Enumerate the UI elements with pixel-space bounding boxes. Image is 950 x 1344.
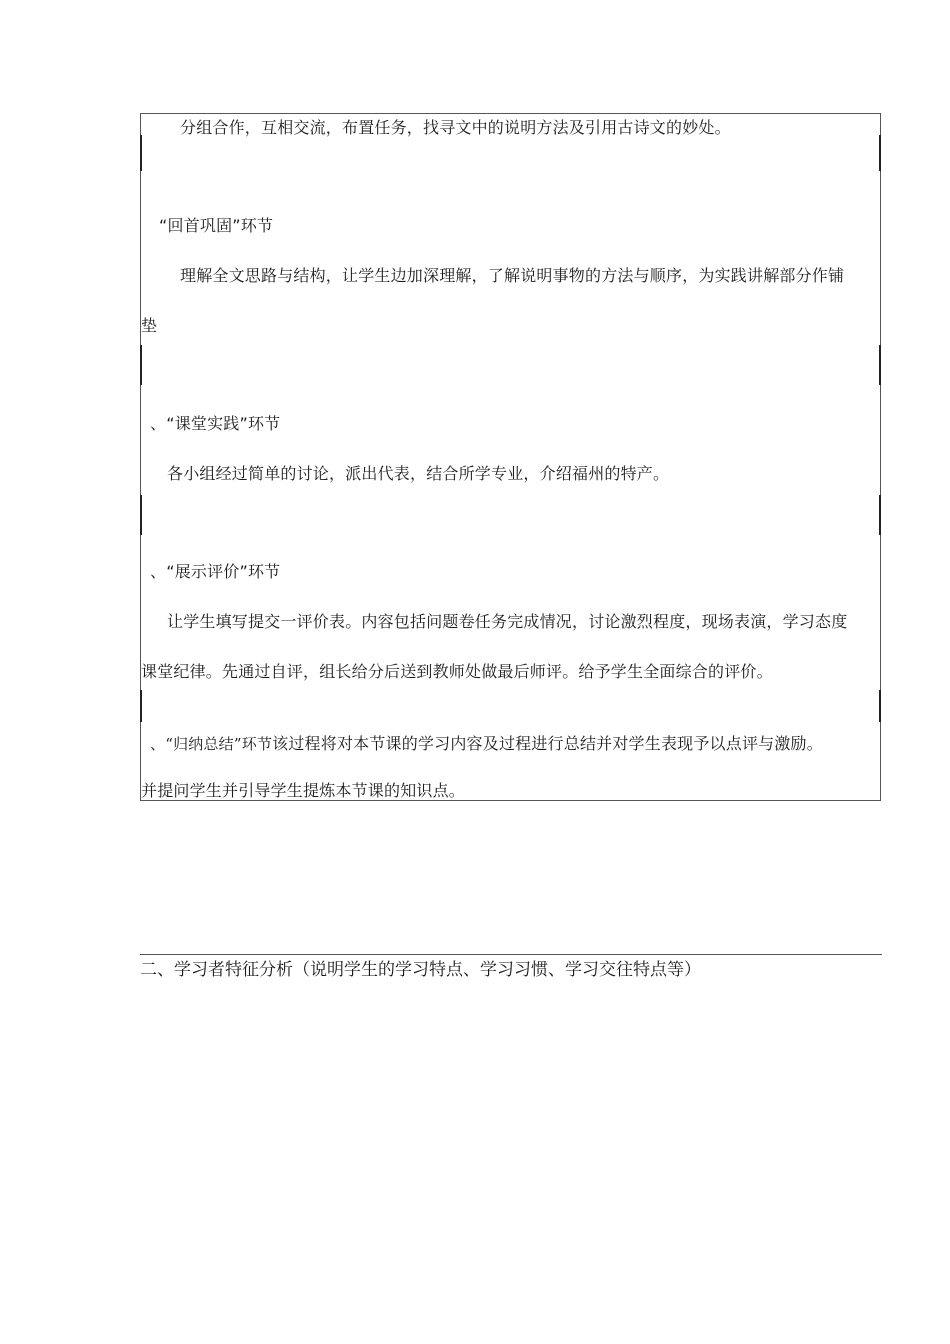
border-mark [879, 345, 881, 385]
heading-review-stage: “回首巩固”环节 [159, 216, 274, 235]
paragraph-practice: 各小组经过简单的讨论，派出代表，结合所学专业，介绍福州的特产。 [167, 464, 670, 483]
paragraph-review-cont: 垫 [141, 316, 158, 335]
summary-text: 该过程将对本节课的学习内容及过程进行总结并对学生表现予以点评与激励。 [272, 734, 823, 753]
section-divider [140, 954, 882, 955]
paragraph-evaluation: 让学生填写提交一评价表。内容包括问题卷任务完成情况，讨论激烈程度，现场表演，学习态度 [167, 612, 848, 631]
heading-summary-stage: 、“归纳总结”环节 [150, 735, 273, 753]
heading-evaluation-stage: 、“展示评价”环节 [150, 562, 281, 581]
border-mark [140, 690, 142, 722]
border-mark [879, 495, 881, 535]
paragraph-summary-cont: 并提问学生并引导学生提炼本节课的知识点。 [141, 781, 466, 800]
paragraph-evaluation-cont: 课堂纪律。先通过自评，组长给分后送到教师处做最后师评。给予学生全面综合的评价。 [141, 662, 773, 681]
section-heading: 二、学习者特征分析（说明学生的学习特点、学习习惯、学习交往特点等） [140, 960, 701, 980]
paragraph-review: 理解全文思路与结构，让学生边加深理解，了解说明事物的方法与顺序，为实践讲解部分作铺 [180, 266, 845, 285]
paragraph-group-work: 分组合作，互相交流，布置任务，找寻文中的说明方法及引用古诗文的妙处。 [180, 118, 731, 137]
border-mark [140, 495, 142, 535]
border-mark [879, 690, 881, 722]
border-mark [140, 345, 142, 385]
heading-practice-stage: 、“课堂实践”环节 [150, 414, 281, 433]
border-mark [140, 135, 142, 171]
paragraph-summary [150, 734, 823, 754]
border-mark [879, 135, 881, 171]
